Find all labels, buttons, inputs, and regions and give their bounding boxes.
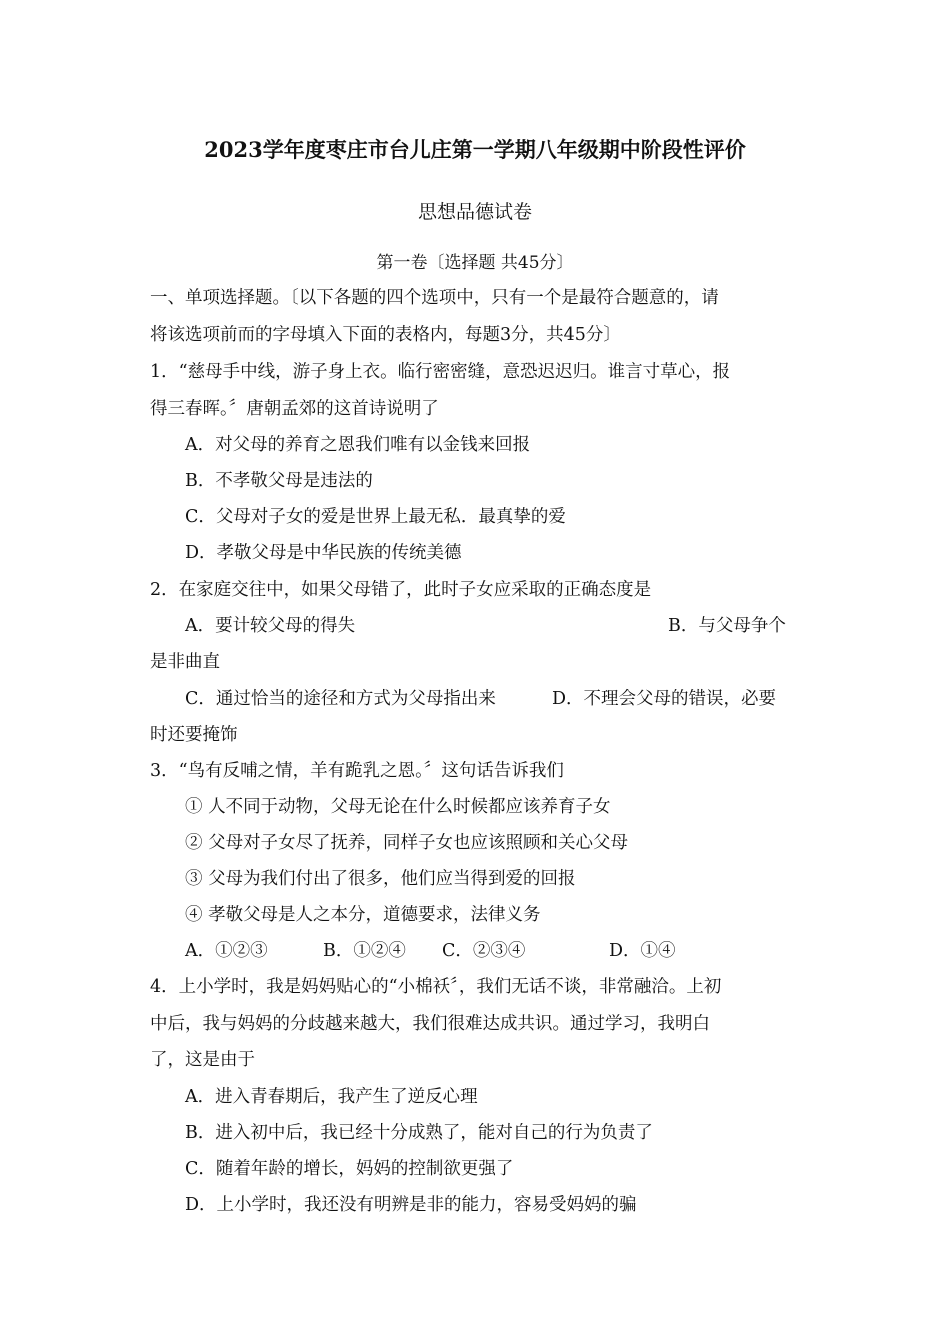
q4-option-d: D．上小学时，我还没有明辨是非的能力，容易受妈妈的骗: [185, 1195, 637, 1215]
q4-stem-line-3: 了，这是由于: [150, 1050, 255, 1070]
q2-option-d: D．不理会父母的错误，必要: [552, 689, 777, 709]
exam-title: 2023学年度枣庄市台儿庄第一学期八年级期中阶段性评价: [204, 137, 746, 162]
q3-option-b: B．①②④: [323, 941, 406, 961]
q1-option-c: C．父母对子女的爱是世界上最无私．最真挚的爱: [185, 507, 566, 527]
q2-option-b: B．与父母争个: [668, 616, 786, 636]
q3-stem: 3．“鸟有反哺之情，羊有跪乳之恩。〞这句话告诉我们: [150, 761, 564, 781]
q2-option-d-continued: 时还要掩饰: [150, 725, 238, 745]
q1-option-a: A．对父母的养育之恩我们唯有以金钱来回报: [185, 435, 531, 455]
q3-option-a: A．①②③: [185, 941, 268, 961]
instructions-line-2: 将该选项前而的字母填入下面的表格内，每题3分，共45分〕: [150, 325, 621, 345]
q1-option-b: B．不孝敬父母是违法的: [185, 471, 373, 491]
q1-stem-line-2: 得三春晖。〞唐朝孟郊的这首诗说明了: [150, 399, 439, 419]
q2-stem: 2．在家庭交往中，如果父母错了，此时子女应采取的正确态度是: [150, 580, 652, 600]
q3-option-d: D．①④: [609, 941, 676, 961]
instructions-line-1: 一、单项选择题。〔以下各题的四个选项中，只有一个是最符合题意的，请: [150, 288, 719, 308]
q4-option-c: C．随着年龄的增长，妈妈的控制欲更强了: [185, 1159, 514, 1179]
q2-option-a: A．要计较父母的得失: [185, 616, 356, 636]
q2-option-c: C．通过恰当的途径和方式为父母指出来: [185, 689, 496, 709]
q4-stem-line-1: 4．上小学时，我是妈妈贴心的“小棉袄〞，我们无话不谈，非常融洽。上初: [150, 977, 722, 997]
q2-option-b-continued: 是非曲直: [150, 652, 220, 672]
q3-statement-4: ④ 孝敬父母是人之本分，道德要求，法律义务: [185, 905, 541, 925]
q4-stem-line-2: 中后，我与妈妈的分歧越来越大，我们很难达成共识。通过学习，我明白: [150, 1014, 710, 1034]
exam-subtitle: 思想品德试卷: [417, 201, 532, 223]
q4-option-a: A．进入青春期后，我产生了逆反心理: [185, 1087, 478, 1107]
q3-statement-1: ① 人不同于动物，父母无论在什么时候都应该养育子女: [185, 797, 611, 817]
q1-option-d: D．孝敬父母是中华民族的传统美德: [185, 543, 462, 563]
q4-option-b: B．进入初中后，我已经十分成熟了，能对自己的行为负责了: [185, 1123, 653, 1143]
q3-option-c: C．②③④: [442, 941, 526, 961]
section-heading: 第一卷〔选择题 共45分〕: [376, 253, 574, 273]
q1-stem-line-1: 1．“慈母手中线，游子身上衣。临行密密缝，意恐迟迟归。谁言寸草心，报: [150, 362, 731, 382]
q3-statement-2: ② 父母对子女尽了抚养，同样子女也应该照顾和关心父母: [185, 833, 629, 853]
q3-statement-3: ③ 父母为我们付出了很多，他们应当得到爱的回报: [185, 869, 576, 889]
